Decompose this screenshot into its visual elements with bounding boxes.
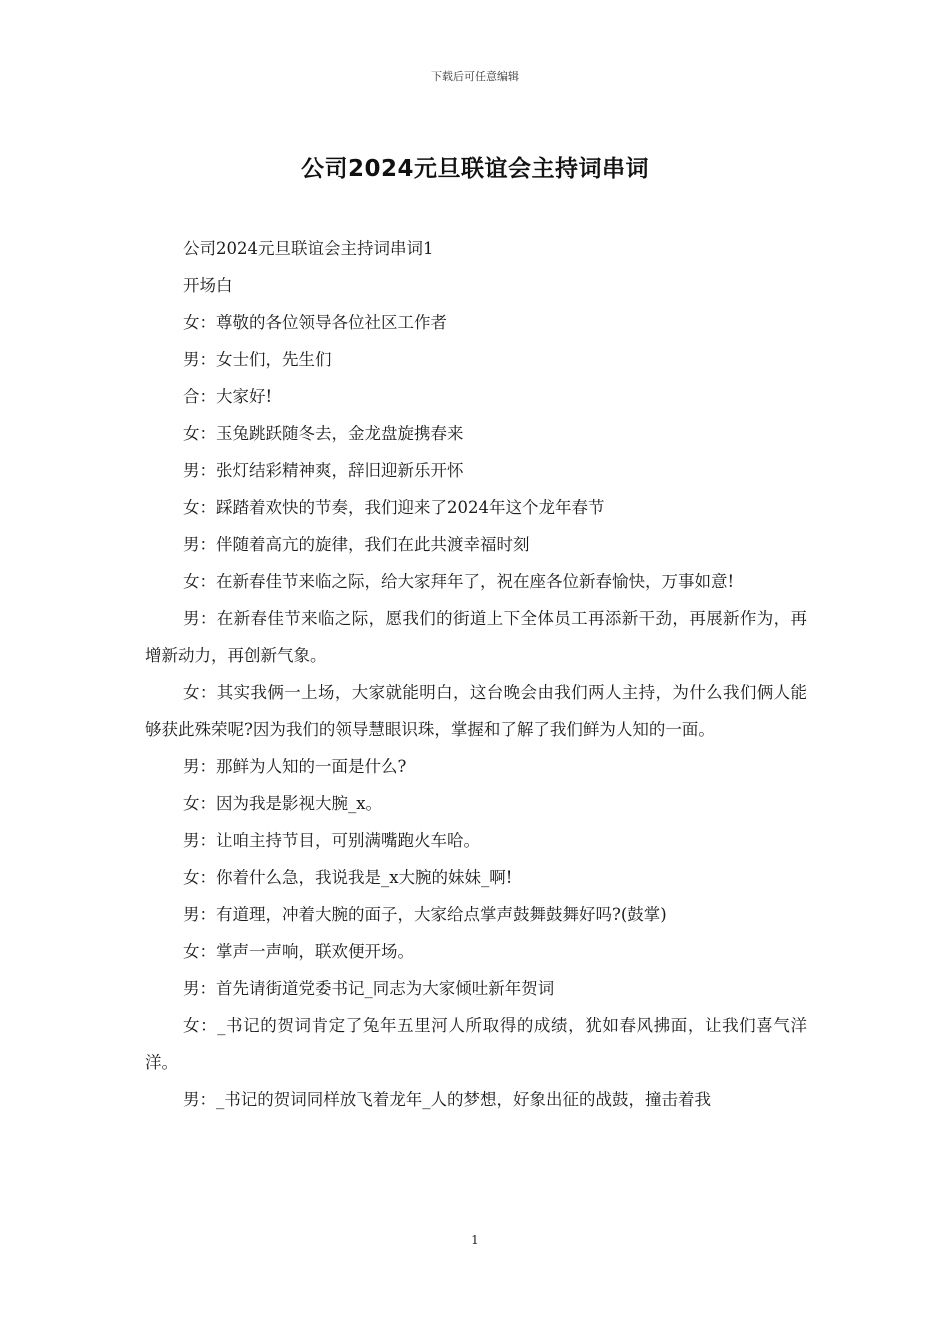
paragraph: 男：女士们，先生们 — [183, 350, 332, 369]
paragraph: 男：伴随着高亢的旋律，我们在此共渡幸福时刻 — [183, 535, 530, 554]
paragraph: 男：_书记的贺词同样放飞着龙年_人的梦想，好象出征的战鼓，撞击着我 — [183, 1090, 711, 1109]
paragraph: 男：那鲜为人知的一面是什么? — [183, 757, 407, 776]
paragraph: 女：_书记的贺词肯定了兔年五里河人所取得的成绩，犹如春风拂面，让我们喜气洋洋。 — [145, 1016, 807, 1072]
paragraph: 男：有道理，冲着大腕的面子，大家给点掌声鼓舞鼓舞好吗?(鼓掌) — [183, 905, 667, 924]
paragraph: 合：大家好! — [183, 387, 273, 406]
paragraph: 男：张灯结彩精神爽，辞旧迎新乐开怀 — [183, 461, 464, 480]
paragraph: 女：玉兔跳跃随冬去，金龙盘旋携春来 — [183, 424, 464, 443]
paragraph: 公司2024元旦联谊会主持词串词1 — [183, 239, 434, 258]
document-body — [145, 230, 807, 1118]
page-header: 下载后可任意编辑 — [431, 70, 519, 83]
paragraph: 女：踩踏着欢快的节奏，我们迎来了2024年这个龙年春节 — [183, 498, 605, 517]
paragraph: 男：让咱主持节目，可别满嘴跑火车哈。 — [183, 831, 480, 850]
paragraph: 女：在新春佳节来临之际，给大家拜年了，祝在座各位新春愉快，万事如意! — [183, 572, 735, 591]
paragraph: 女：因为我是影视大腕_x。 — [183, 794, 383, 813]
page-number: 1 — [471, 1233, 479, 1247]
paragraph: 男：首先请街道党委书记_同志为大家倾吐新年贺词 — [183, 979, 555, 998]
paragraph: 女：你着什么急，我说我是_x大腕的妹妹_啊! — [183, 868, 513, 887]
paragraph: 开场白 — [183, 276, 233, 295]
paragraph: 女：掌声一声响，联欢便开场。 — [183, 942, 414, 961]
paragraph: 女：其实我俩一上场，大家就能明白，这台晚会由我们两人主持，为什么我们俩人能够获此殊荣呢?因为我们的领导慧眼识珠，掌握和了解了我们鲜为人知的一面。 — [145, 683, 807, 739]
document-title: 公司2024元旦联谊会主持词串词 — [300, 156, 649, 182]
paragraph: 男：在新春佳节来临之际，愿我们的街道上下全体员工再添新干劲，再展新作为，再增新动力，再创新气象。 — [145, 609, 807, 665]
paragraph: 女：尊敬的各位领导各位社区工作者 — [183, 313, 447, 332]
